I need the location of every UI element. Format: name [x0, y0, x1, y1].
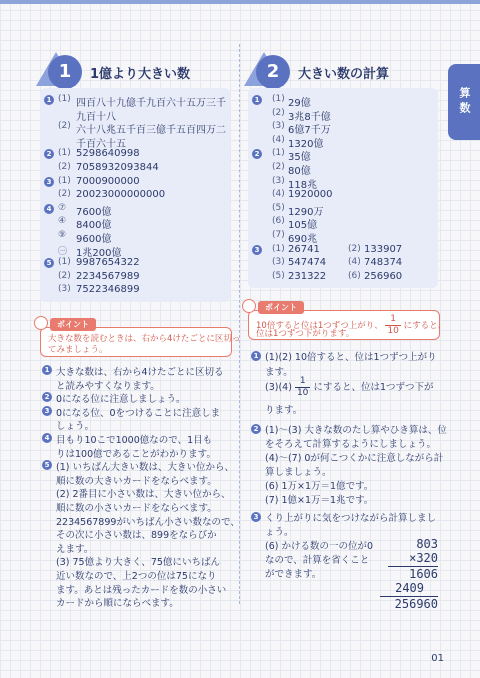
answer-text: 7000900000 [76, 175, 140, 187]
answer-sub: (5) [272, 202, 285, 213]
section-2-point-line-2: 位は1つずつ下がります。 [256, 329, 355, 339]
page-number: 01 [431, 653, 444, 664]
answer-sub: (6) [348, 270, 361, 281]
explain-text: 順に数の小さいカードをならべます。 [56, 503, 217, 514]
answer-text: 35億 [288, 152, 311, 164]
calc-result: 256960 [394, 597, 438, 611]
explain-2-1b: ます。 [265, 367, 293, 378]
answer-mark: 3 [252, 245, 262, 255]
answer-sub: (2) [58, 121, 71, 132]
answer-text: 8400億 [76, 220, 112, 232]
answer-sub: ⑦ [58, 202, 67, 213]
answer-sub: (1) [272, 148, 285, 159]
answer-text: 9987654322 [76, 257, 140, 269]
answer-sub: (1) [272, 94, 285, 104]
explain-2-2-line: (7) 1億×1万＝1兆です。 [265, 495, 374, 506]
answer-text: 7600億 [76, 206, 112, 218]
section-1-number: 1 [48, 55, 82, 89]
explain-2-3-line: くり上がりに気をつけながら計算しまし [265, 513, 437, 524]
answer-sub: (4) [272, 134, 285, 145]
explain-mark: 3 [42, 406, 52, 416]
explain-2-1c: (3)(4) $\frac{1}{10}$ にすると、位は1つずつ下が [265, 376, 434, 398]
answer-mark: 2 [44, 149, 54, 159]
answer-text: 29億 [288, 98, 311, 109]
answer-text: 5298640998 [76, 148, 140, 160]
explain-text: (1) いちばん大きい数は、大きい位から、 [56, 462, 234, 474]
answer-text: 1290万 [288, 206, 324, 218]
answer-mark: 1 [252, 95, 262, 105]
explain-text: りは100億であることがわかります。 [56, 448, 216, 460]
answer-text: 80億 [288, 166, 311, 177]
calc-multiplier: ×320 [409, 551, 438, 565]
answer-text: 六十八兆五千百三億千五百四万二 [76, 125, 226, 137]
answer-text: 2234567989 [76, 270, 140, 282]
answer-text: 1兆200億 [76, 247, 122, 259]
explain-mark: 5 [42, 460, 52, 470]
answer-text: 四百八十九億千九百六十五万三千 [76, 98, 226, 109]
section-1-title: 1億より大きい数 [90, 67, 191, 82]
answer-sub: (2) [58, 162, 71, 172]
section-2-number: 2 [256, 55, 290, 89]
answer-sub: (3) [272, 175, 285, 186]
answer-sub: (1) [58, 94, 71, 104]
calc-multiplicand: 803 [416, 537, 438, 551]
answer-text: 105億 [288, 220, 318, 232]
answer-sub: (2) [58, 270, 71, 281]
answer-text: 748374 [364, 257, 403, 269]
answer-sub: (1) [272, 243, 285, 254]
answer-text: 9600億 [76, 234, 112, 245]
answer-sub: (7) [272, 230, 285, 240]
explain-text: (3) 75億より大きく、75億にいちばん [56, 557, 220, 569]
answer-text: 118兆 [288, 179, 318, 191]
answer-sub: (3) [272, 257, 285, 268]
explain-text: カードから順にならべます。 [56, 598, 179, 610]
answer-sub: (6) [272, 216, 285, 227]
answer-sub: ④ [58, 216, 67, 227]
answer-text: 256960 [364, 270, 403, 282]
answer-sub: (2) [348, 243, 361, 254]
section-1-header [36, 52, 236, 92]
explain-2-3-line: ょう。 [265, 527, 294, 538]
top-border [0, 0, 480, 4]
answer-text: 1920000 [288, 189, 333, 201]
answer-text: 6億7千万 [288, 125, 331, 137]
explain-mark: 2 [42, 392, 52, 402]
explain-2-2-line: をそろえて計算するようにしましょう。 [265, 439, 437, 450]
answer-mark: 5 [44, 258, 54, 268]
answer-text: 7058932093844 [76, 162, 159, 173]
explain-2-3-line: なので、計算を省くこと [265, 555, 370, 566]
explain-text: と読みやすくなります。 [56, 380, 160, 392]
answer-text: 690兆 [288, 234, 318, 245]
explain-2-2-line: (4)〜(7) 0が何こつくかに注意しながら計 [265, 453, 444, 464]
lightbulb-icon [34, 316, 48, 330]
explain-text: 大きな数は、右から4けたごとに区切る [56, 367, 224, 378]
explain-2-1a: (1)(2) 10倍すると、位は1つずつ上がり [265, 352, 437, 363]
answer-mark: 1 [44, 95, 54, 105]
explain-text: 順に数の大きいカードをならべます。 [56, 475, 217, 487]
section-2-point-label: ポイント [258, 301, 304, 314]
answer-text: 26741 [288, 243, 320, 255]
point-text: 10倍すると位は1つずつ上がり、 [256, 321, 383, 331]
section-2-header [244, 52, 444, 92]
explain-2-2-line: (1)〜(3) 大きな数のたし算やひき算は、位 [265, 425, 447, 436]
subject-tab[interactable]: 算数 [448, 64, 480, 140]
answer-mark: 2 [252, 149, 262, 159]
answer-text: 千百六十五 [76, 138, 126, 150]
calc-partial-2: 2409 [395, 581, 424, 595]
explain-text: えます。 [56, 543, 94, 555]
explain-2-1d: ります。 [265, 405, 303, 416]
answer-mark: 4 [44, 204, 54, 214]
answer-text: 3兆8千億 [288, 111, 331, 123]
answer-sub: (2) [272, 162, 285, 172]
fraction: $\frac{1}{10}$ [296, 376, 309, 398]
answer-text: 133907 [364, 243, 403, 255]
answer-sub: (5) [272, 270, 285, 281]
answer-sub: (2) [272, 107, 285, 118]
explain-text: 目もり10こで1000億なので、1目も [56, 435, 213, 446]
explain-text: (2) 2番目に小さい数は、大きい位から、 [56, 489, 231, 501]
answer-text: 1320億 [288, 138, 324, 150]
explain-2-2-line: (6) 1万×1万＝1億です。 [265, 481, 374, 492]
explain-text: ます。あとは残ったカードを数の小さい [56, 584, 227, 596]
answer-sub: ㊀ [58, 246, 68, 257]
section-2-title: 大きい数の計算 [298, 67, 390, 82]
explain-text: 2234567899がいちばん小さい数なので、 [56, 516, 240, 528]
answer-sub: (1) [58, 257, 71, 268]
explain-text: その次に小さい数は、899をならびか [56, 530, 217, 542]
lightbulb-icon [242, 299, 256, 313]
mark-1: 1 [251, 351, 261, 361]
explain-2-2-line: 算しましょう。 [265, 467, 332, 478]
calc-partial-1: 1606 [409, 567, 438, 581]
answer-sub: (4) [272, 189, 285, 200]
answer-sub: (1) [58, 148, 71, 159]
section-1-point-line-2: てみましょう。 [48, 345, 108, 355]
answer-sub: (3) [58, 284, 71, 295]
answer-text: 九百十八 [76, 111, 116, 123]
explain-mark: 4 [42, 433, 52, 443]
answer-mark: 3 [44, 177, 54, 187]
point-text: にすると、 [403, 321, 447, 331]
answer-sub: (4) [348, 257, 361, 268]
fraction: $\frac{1}{10}$ [387, 314, 399, 336]
section-1-point-label: ポイント [50, 318, 96, 331]
explain-2-3-line: (6) かける数の一の位が0 [265, 541, 374, 552]
answer-sub: (1) [58, 175, 71, 186]
section-1-point-line-1: 大きな数を読むときは、右から4けたごとに区切っ [48, 334, 241, 344]
answer-sub: (2) [58, 189, 71, 200]
explain-mark: 1 [42, 365, 52, 375]
answer-sub: (3) [272, 121, 285, 132]
answer-text: 7522346899 [76, 284, 140, 296]
answer-text: 231322 [288, 270, 327, 282]
mark-3: 3 [251, 512, 261, 522]
answer-text: 547474 [288, 257, 327, 269]
answer-sub: ⑨ [58, 230, 67, 240]
explain-text: しょう。 [56, 421, 95, 433]
explain-text: 0になる位、0をつけることに注意しま [56, 407, 221, 419]
explain-text: 0になる位に注意しましょう。 [56, 394, 186, 406]
mark-2: 2 [251, 424, 261, 434]
explain-text: 近い数なので、上2つの位は75になり [56, 571, 217, 582]
answer-text: 20023000000000 [76, 189, 166, 201]
explain-2-3-line: ができます。 [265, 569, 322, 580]
